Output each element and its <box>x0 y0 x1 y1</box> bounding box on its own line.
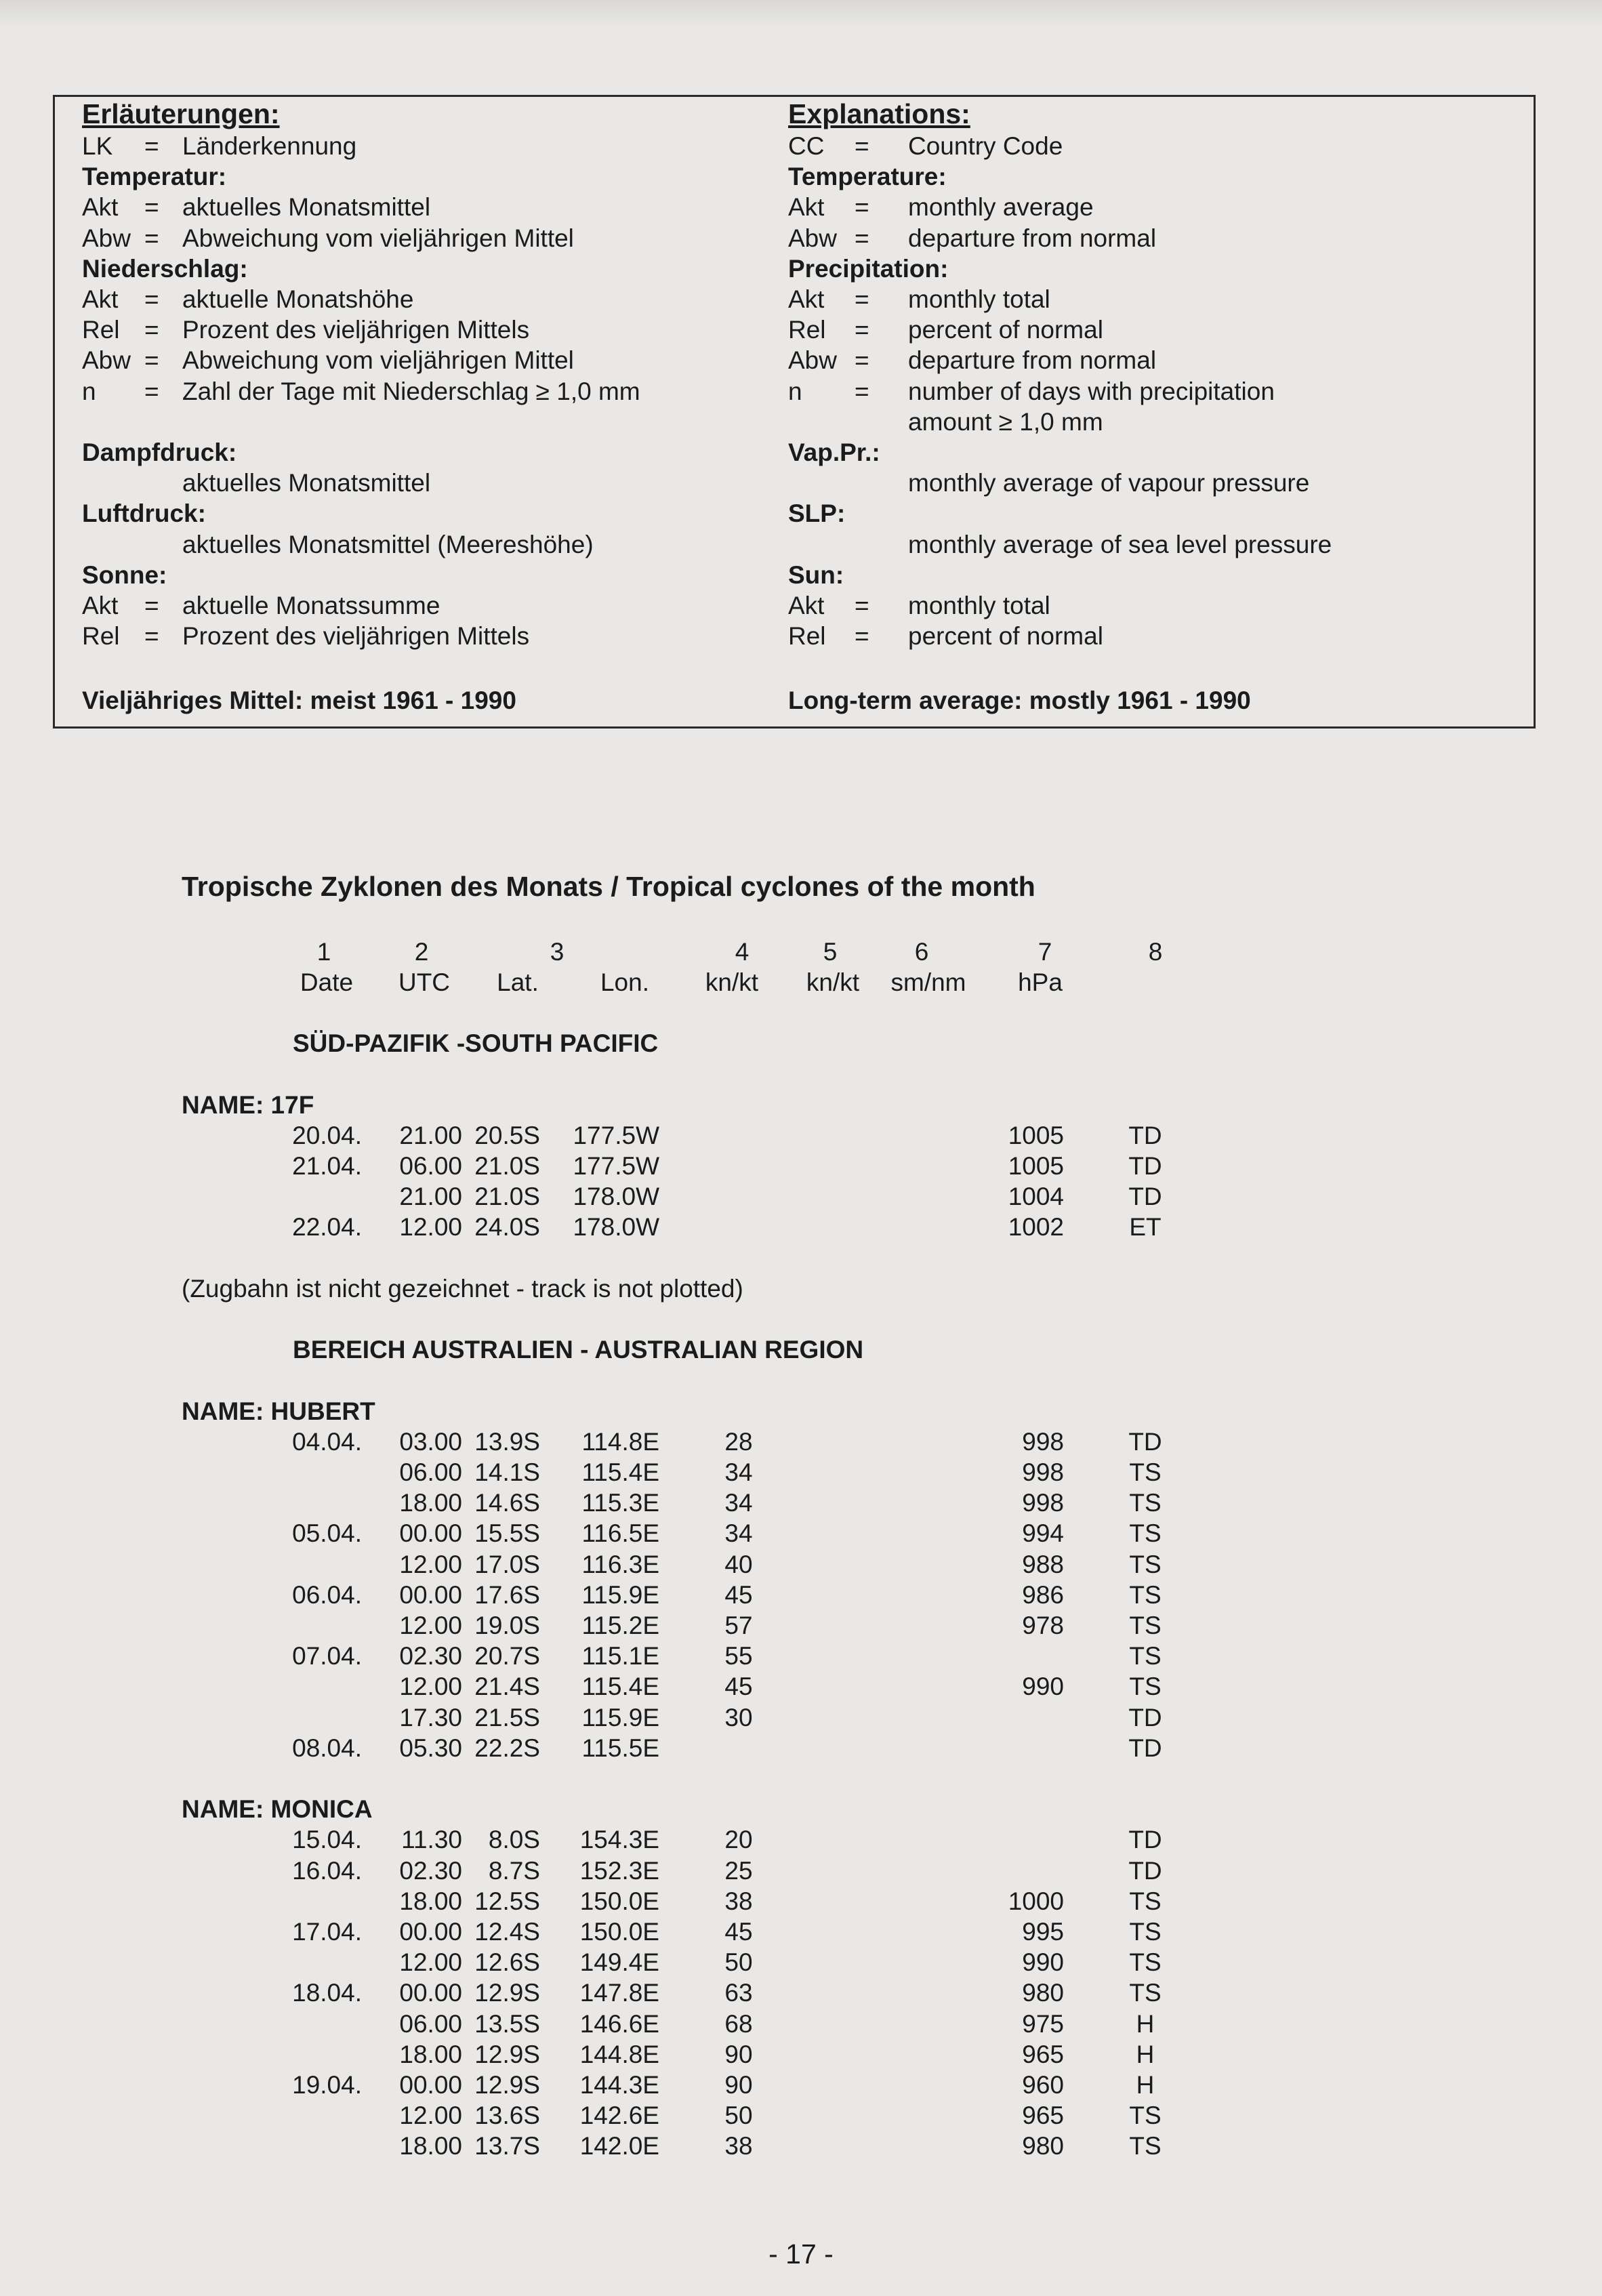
column-unit: sm/nm <box>890 968 966 996</box>
cell-pressure: 990 <box>1022 1948 1064 1976</box>
legend-heading <box>55 685 766 716</box>
cell-lat: 12.9S <box>474 1979 540 2007</box>
cell-date: 16.04. <box>292 1857 362 1885</box>
cell-utc: 17.30 <box>399 1704 462 1731</box>
cell-lat: 21.5S <box>474 1704 540 1731</box>
legend-equals: = <box>144 377 159 405</box>
legend-value: Abweichung vom vieljährigen Mittel <box>182 346 574 375</box>
legend-entry <box>55 131 766 162</box>
cell-date: 04.04. <box>292 1428 362 1456</box>
legend-heading-text: Sun: <box>788 560 844 589</box>
cell-wind: 45 <box>724 1918 753 1946</box>
cell-pressure: 998 <box>1022 1428 1064 1456</box>
cell-class: H <box>1136 2071 1155 2099</box>
legend-equals: = <box>144 316 159 344</box>
cell-lon: 177.5W <box>573 1122 659 1149</box>
cell-utc: 18.00 <box>399 1489 462 1517</box>
cell-lon: 178.0W <box>573 1213 659 1241</box>
legend-value: percent of normal <box>908 316 1103 344</box>
cell-lat: 12.9S <box>474 2071 540 2099</box>
cell-utc: 06.00 <box>399 2010 462 2038</box>
cell-lon: 142.0E <box>579 2132 659 2160</box>
cell-wind: 57 <box>724 1612 753 1639</box>
cell-utc: 00.00 <box>399 2071 462 2099</box>
cell-class: TD <box>1128 1704 1162 1731</box>
cell-lon: 115.4E <box>581 1673 659 1700</box>
legend-heading <box>55 437 766 468</box>
legend-heading <box>775 253 1486 285</box>
legend-heading <box>55 498 766 529</box>
cell-date: 17.04. <box>292 1918 362 1946</box>
column-unit: kn/kt <box>806 968 860 996</box>
cell-class: TD <box>1128 1152 1162 1180</box>
cell-class: TD <box>1128 1428 1162 1456</box>
legend-equals: = <box>144 346 159 375</box>
column-number: 8 <box>1148 938 1163 966</box>
legend-entry <box>775 621 1486 652</box>
cell-date: 15.04. <box>292 1826 362 1853</box>
cyclones-title: Tropische Zyklonen des Monats / Tropical cyclones of the month <box>182 871 1035 902</box>
cell-lat: 12.5S <box>474 1887 540 1915</box>
legend-entry <box>55 192 766 223</box>
cell-pressure: 1000 <box>1008 1887 1064 1915</box>
cell-lon: 115.9E <box>581 1581 659 1609</box>
cell-wind: 90 <box>724 2041 753 2068</box>
legend-value: aktuelle Monatssumme <box>182 592 440 619</box>
cell-class: TD <box>1128 1122 1162 1149</box>
cell-class: TS <box>1129 1581 1162 1609</box>
cell-class: TD <box>1128 1734 1162 1762</box>
cell-utc: 12.00 <box>399 2102 462 2129</box>
legend-key: Abw <box>788 224 837 252</box>
cell-lon: 115.5E <box>581 1734 659 1762</box>
legend-value: Prozent des vieljährigen Mittels <box>182 622 530 651</box>
cell-wind: 28 <box>724 1428 753 1456</box>
cell-lon: 115.3E <box>581 1489 659 1517</box>
legend-equals: = <box>855 285 869 313</box>
cell-lat: 21.4S <box>474 1673 540 1700</box>
cell-lon: 116.5E <box>581 1519 659 1547</box>
cell-utc: 18.00 <box>399 2041 462 2068</box>
cell-lat: 8.0S <box>488 1826 540 1853</box>
cell-lon: 115.9E <box>581 1704 659 1731</box>
legend-heading <box>55 253 766 285</box>
cell-date: 18.04. <box>292 1979 362 2007</box>
cell-wind: 45 <box>724 1673 753 1700</box>
cell-date: 08.04. <box>292 1734 362 1762</box>
column-unit: Lat. <box>497 968 539 996</box>
legend-equals: = <box>144 285 159 313</box>
cell-pressure: 998 <box>1022 1458 1064 1486</box>
legend-heading-text: Vap.Pr.: <box>788 438 880 466</box>
legend-heading-text: Sonne: <box>82 560 167 589</box>
cell-lon: 178.0W <box>573 1183 659 1210</box>
cell-class: TS <box>1129 1642 1162 1670</box>
legend-heading <box>55 560 766 591</box>
cell-utc: 00.00 <box>399 1519 462 1547</box>
legend-equals: = <box>144 193 159 222</box>
cell-date: 07.04. <box>292 1642 362 1670</box>
column-unit: Lon. <box>600 968 649 996</box>
cell-class: TS <box>1129 1887 1162 1915</box>
cyclone-name: NAME: MONICA <box>182 1795 373 1823</box>
cell-pressure: 990 <box>1022 1673 1064 1700</box>
legend-key: Abw <box>82 224 131 252</box>
legend-key: Abw <box>82 346 131 375</box>
cell-lat: 20.5S <box>474 1122 540 1149</box>
cyclone-name: NAME: HUBERT <box>182 1397 375 1425</box>
cell-lat: 21.0S <box>474 1183 540 1210</box>
legend-entry <box>55 314 766 346</box>
legend-equals: = <box>144 224 159 252</box>
cell-lon: 154.3E <box>579 1826 659 1853</box>
legend-value: monthly average <box>908 193 1094 222</box>
cell-lat: 15.5S <box>474 1519 540 1547</box>
column-number: 5 <box>823 938 838 966</box>
region-heading: SÜD-PAZIFIK -SOUTH PACIFIC <box>293 1029 659 1057</box>
cell-lat: 13.6S <box>474 2102 540 2129</box>
legend-key: Akt <box>788 592 825 619</box>
cell-date: 05.04. <box>292 1519 362 1547</box>
cell-utc: 18.00 <box>399 2132 462 2160</box>
legend-heading-text: SLP: <box>788 499 846 528</box>
cell-pressure: 994 <box>1022 1519 1064 1547</box>
legend-entry <box>775 376 1486 407</box>
cell-pressure: 965 <box>1022 2041 1064 2068</box>
column-unit: kn/kt <box>705 968 759 996</box>
cell-lon: 116.3E <box>581 1551 659 1578</box>
cell-pressure: 960 <box>1022 2071 1064 2099</box>
cell-lon: 114.8E <box>581 1428 659 1456</box>
legend-value: aktuelles Monatsmittel <box>182 469 431 497</box>
cell-pressure: 986 <box>1022 1581 1064 1609</box>
legend-entry <box>55 468 766 499</box>
cell-lon: 142.6E <box>579 2102 659 2129</box>
legend-equals: = <box>855 377 869 405</box>
cell-class: TD <box>1128 1826 1162 1853</box>
cell-lat: 14.1S <box>474 1458 540 1486</box>
cell-lon: 149.4E <box>579 1948 659 1976</box>
cell-wind: 55 <box>724 1642 753 1670</box>
cell-lat: 8.7S <box>488 1857 540 1885</box>
cell-pressure: 998 <box>1022 1489 1064 1517</box>
cell-wind: 63 <box>724 1979 753 2007</box>
legend-key: LK <box>82 132 113 160</box>
cell-wind: 38 <box>724 2132 753 2160</box>
legend-entry <box>775 590 1486 621</box>
cell-lat: 17.0S <box>474 1551 540 1578</box>
column-number: 2 <box>414 938 429 966</box>
cell-lon: 115.1E <box>581 1642 659 1670</box>
legend-key: Akt <box>788 285 825 313</box>
legend-entry <box>775 223 1486 254</box>
legend-value: Country Code <box>908 132 1063 160</box>
cell-date: 22.04. <box>292 1213 362 1241</box>
cell-utc: 03.00 <box>399 1428 462 1456</box>
legend-heading <box>775 161 1486 192</box>
cell-utc: 11.30 <box>401 1826 462 1853</box>
cell-lat: 13.7S <box>474 2132 540 2160</box>
legend-heading <box>55 161 766 192</box>
cell-wind: 45 <box>724 1581 753 1609</box>
region-heading: BEREICH AUSTRALIEN - AUSTRALIAN REGION <box>293 1336 864 1364</box>
column-number: 3 <box>550 938 564 966</box>
cell-class: TS <box>1129 1551 1162 1578</box>
legend-value: departure from normal <box>908 346 1157 375</box>
cell-class: TD <box>1128 1183 1162 1210</box>
cell-class: TS <box>1129 1979 1162 2007</box>
cell-class: H <box>1136 2041 1155 2068</box>
cell-lat: 12.9S <box>474 2041 540 2068</box>
cell-lat: 19.0S <box>474 1612 540 1639</box>
cell-lon: 177.5W <box>573 1152 659 1180</box>
cell-class: TS <box>1129 1673 1162 1700</box>
cell-class: TS <box>1129 1519 1162 1547</box>
cell-utc: 00.00 <box>399 1581 462 1609</box>
cell-utc: 12.00 <box>399 1948 462 1976</box>
legend-value: Zahl der Tage mit Niederschlag ≥ 1,0 mm <box>182 377 640 405</box>
legend-heading-text: Vieljähriges Mittel: meist 1961 - 1990 <box>82 686 516 714</box>
cell-wind: 20 <box>724 1826 753 1853</box>
legend-value: monthly average of sea level pressure <box>908 530 1332 558</box>
legend-title: Explanations: <box>788 98 970 129</box>
cell-class: TS <box>1129 1612 1162 1639</box>
cell-pressure: 980 <box>1022 1979 1064 2007</box>
cell-lat: 24.0S <box>474 1213 540 1241</box>
column-unit: hPa <box>1018 968 1063 996</box>
legend-heading-text: Luftdruck: <box>82 499 206 528</box>
legend-entry <box>775 407 1486 438</box>
legend-value: Prozent des vieljährigen Mittels <box>182 316 530 344</box>
cell-wind: 34 <box>724 1489 753 1517</box>
cell-lat: 14.6S <box>474 1489 540 1517</box>
cell-utc: 12.00 <box>399 1551 462 1578</box>
cell-pressure: 980 <box>1022 2132 1064 2160</box>
legend-heading <box>775 685 1486 716</box>
legend-value: aktuelles Monatsmittel (Meereshöhe) <box>182 530 594 558</box>
cell-date: 19.04. <box>292 2071 362 2099</box>
legend-entry <box>55 284 766 315</box>
legend-entry <box>775 529 1486 560</box>
cell-utc: 02.30 <box>399 1857 462 1885</box>
legend-heading <box>775 498 1486 529</box>
legend-entry <box>55 407 766 438</box>
legend-equals: = <box>855 224 869 252</box>
cell-lat: 17.6S <box>474 1581 540 1609</box>
column-number: 7 <box>1038 938 1052 966</box>
cell-lat: 13.5S <box>474 2010 540 2038</box>
legend-value: amount ≥ 1,0 mm <box>908 407 1103 436</box>
legend-key: Akt <box>82 285 119 313</box>
cell-pressure: 975 <box>1022 2010 1064 2038</box>
cell-pressure: 1004 <box>1008 1183 1064 1210</box>
legend-entry <box>775 314 1486 346</box>
cell-lon: 115.2E <box>581 1612 659 1639</box>
track-note: (Zugbahn ist nicht gezeichnet - track is not plotted) <box>182 1275 743 1303</box>
legend-equals: = <box>144 132 159 160</box>
cell-utc: 21.00 <box>399 1183 462 1210</box>
column-number: 1 <box>316 938 331 966</box>
cell-lon: 146.6E <box>579 2010 659 2038</box>
legend-heading <box>775 437 1486 468</box>
cell-utc: 05.30 <box>399 1734 462 1762</box>
legend-equals: = <box>855 346 869 375</box>
cell-utc: 06.00 <box>399 1152 462 1180</box>
cell-class: TS <box>1129 1918 1162 1946</box>
cell-wind: 50 <box>724 2102 753 2129</box>
legend-equals: = <box>855 622 869 651</box>
legend-key: n <box>788 377 802 405</box>
cell-class: TS <box>1129 2102 1162 2129</box>
legend-key: Rel <box>82 316 120 344</box>
legend-entry <box>55 345 766 376</box>
cell-class: TS <box>1129 2132 1162 2160</box>
legend-heading-text: Long-term average: mostly 1961 - 1990 <box>788 686 1251 714</box>
cell-lat: 20.7S <box>474 1642 540 1670</box>
legend-entry <box>775 284 1486 315</box>
legend-heading-text: Dampfdruck: <box>82 438 237 466</box>
column-unit: UTC <box>398 968 451 996</box>
legend-heading-text: Niederschlag: <box>82 254 248 283</box>
cell-date: 06.04. <box>292 1581 362 1609</box>
cell-lat: 13.9S <box>474 1428 540 1456</box>
legend-entry <box>775 468 1486 499</box>
cell-lat: 21.0S <box>474 1152 540 1180</box>
cell-wind: 38 <box>724 1887 753 1915</box>
cell-lat: 22.2S <box>474 1734 540 1762</box>
legend-value: departure from normal <box>908 224 1157 252</box>
legend-value: monthly total <box>908 592 1050 619</box>
cell-class: ET <box>1129 1213 1162 1241</box>
cell-wind: 34 <box>724 1519 753 1547</box>
legend-key: Akt <box>788 193 825 222</box>
legend-equals: = <box>855 316 869 344</box>
legend-heading <box>775 560 1486 591</box>
cell-wind: 40 <box>724 1551 753 1578</box>
legend-key: Rel <box>82 622 120 651</box>
legend-heading-text: Precipitation: <box>788 254 949 283</box>
legend-value: percent of normal <box>908 622 1103 651</box>
cell-date: 21.04. <box>292 1152 362 1180</box>
cell-pressure: 988 <box>1022 1551 1064 1578</box>
column-number: 6 <box>914 938 929 966</box>
cell-wind: 30 <box>724 1704 753 1731</box>
cell-lon: 150.0E <box>579 1887 659 1915</box>
cell-pressure: 995 <box>1022 1918 1064 1946</box>
legend-value: number of days with precipitation <box>908 377 1275 405</box>
cell-utc: 12.00 <box>399 1213 462 1241</box>
legend-equals: = <box>855 132 869 160</box>
cell-wind: 68 <box>724 2010 753 2038</box>
cell-pressure: 1002 <box>1008 1213 1064 1241</box>
legend-entry <box>775 651 1486 682</box>
legend-key: CC <box>788 132 825 160</box>
legend-key: Rel <box>788 622 826 651</box>
legend-value: Abweichung vom vieljährigen Mittel <box>182 224 574 252</box>
legend-key: Akt <box>82 592 119 619</box>
legend-value: monthly total <box>908 285 1050 313</box>
legend-value: Länderkennung <box>182 132 357 160</box>
legend-key: Rel <box>788 316 826 344</box>
cell-pressure: 978 <box>1022 1612 1064 1639</box>
cell-lon: 144.3E <box>579 2071 659 2099</box>
cell-pressure: 1005 <box>1008 1152 1064 1180</box>
cell-lat: 12.4S <box>474 1918 540 1946</box>
cell-wind: 25 <box>724 1857 753 1885</box>
cell-pressure: 1005 <box>1008 1122 1064 1149</box>
cell-wind: 50 <box>724 1948 753 1976</box>
cyclone-name: NAME: 17F <box>182 1091 314 1119</box>
legend-equals: = <box>144 622 159 651</box>
cell-lon: 147.8E <box>579 1979 659 2007</box>
cell-utc: 18.00 <box>399 1887 462 1915</box>
legend-heading-text: Temperatur: <box>82 163 227 191</box>
cell-lon: 144.8E <box>579 2041 659 2068</box>
cell-class: TS <box>1129 1458 1162 1486</box>
legend-key: n <box>82 377 96 405</box>
legend-entry <box>55 651 766 682</box>
cell-pressure: 965 <box>1022 2102 1064 2129</box>
column-number: 4 <box>735 938 749 966</box>
cell-utc: 21.00 <box>399 1122 462 1149</box>
page-top-shade <box>0 0 1602 27</box>
legend-value: aktuelle Monatshöhe <box>182 285 414 313</box>
cell-wind: 90 <box>724 2071 753 2099</box>
cell-class: H <box>1136 2010 1155 2038</box>
cell-wind: 34 <box>724 1458 753 1486</box>
cell-utc: 06.00 <box>399 1458 462 1486</box>
legend-entry <box>775 192 1486 223</box>
legend-entry <box>55 529 766 560</box>
explanations-box <box>53 95 1536 729</box>
legend-key: Akt <box>82 193 119 222</box>
legend-value: monthly average of vapour pressure <box>908 469 1310 497</box>
cell-utc: 00.00 <box>399 1918 462 1946</box>
legend-entry <box>55 376 766 407</box>
legend-title: Erläuterungen: <box>82 98 280 129</box>
cell-lon: 115.4E <box>581 1458 659 1486</box>
legend-equals: = <box>144 592 159 619</box>
cell-utc: 02.30 <box>399 1642 462 1670</box>
cell-lon: 150.0E <box>579 1918 659 1946</box>
cell-lat: 12.6S <box>474 1948 540 1976</box>
column-unit: Date <box>300 968 354 996</box>
cell-lon: 152.3E <box>579 1857 659 1885</box>
cell-utc: 12.00 <box>399 1612 462 1639</box>
cell-utc: 12.00 <box>399 1673 462 1700</box>
cell-class: TS <box>1129 1489 1162 1517</box>
legend-heading-text: Temperature: <box>788 163 947 191</box>
legend-entry <box>55 621 766 652</box>
legend-value: aktuelles Monatsmittel <box>182 193 431 222</box>
cell-class: TD <box>1128 1857 1162 1885</box>
cell-class: TS <box>1129 1948 1162 1976</box>
page-number: - 17 - <box>768 2238 834 2270</box>
legend-entry <box>55 223 766 254</box>
legend-entry <box>775 345 1486 376</box>
legend-entry <box>775 131 1486 162</box>
legend-entry <box>55 590 766 621</box>
cell-date: 20.04. <box>292 1122 362 1149</box>
legend-key: Abw <box>788 346 837 375</box>
legend-equals: = <box>855 193 869 222</box>
legend-equals: = <box>855 592 869 619</box>
cell-utc: 00.00 <box>399 1979 462 2007</box>
